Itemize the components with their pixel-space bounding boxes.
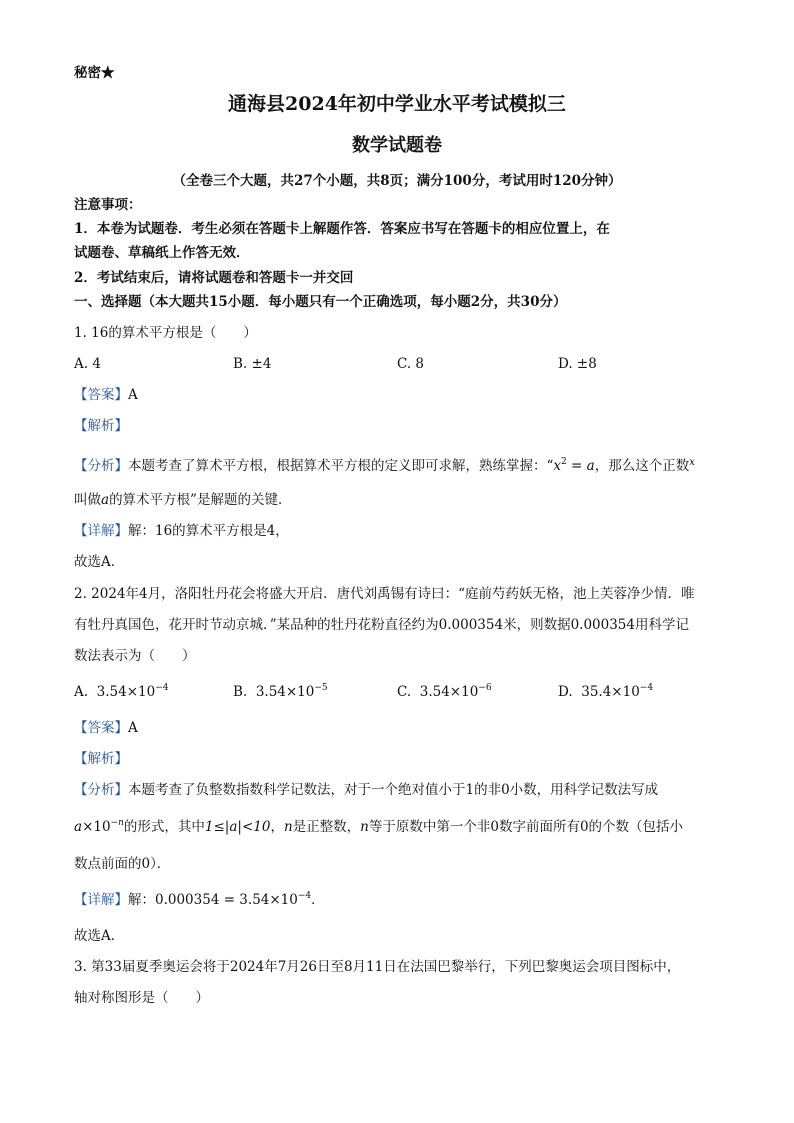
question-1-stem: 1. 16的算术平方根是（ ） bbox=[74, 325, 257, 341]
fenxi-text: ， bbox=[270, 819, 284, 835]
fenxi-text: 的形式，其中 bbox=[123, 819, 205, 835]
option-exponent: −4 bbox=[155, 683, 169, 693]
question-2-stem-line-3: 数法表示为（ ） bbox=[74, 648, 196, 664]
question-1-detail bbox=[74, 522, 289, 540]
fenxi-text: 等于原数中第一个非 bbox=[368, 819, 491, 835]
detail-tag: 【详解】 bbox=[74, 523, 128, 539]
option-exponent: −4 bbox=[639, 683, 654, 693]
detail-period: ． bbox=[311, 892, 325, 908]
question-3-stem-line-1: 3. 第33届夏季奥运会将于2024年7月26日至8月11日在法国巴黎举行，下列巴黎奥运会项目图标中， bbox=[74, 959, 681, 975]
fenxi-text: 本题考查了负整数指数科学记数法，对于一个绝对值小于1的非0小数，用科学记数法写成 bbox=[128, 782, 659, 798]
detail-math: 0.000354 = 3.54×10 bbox=[155, 892, 298, 908]
option-exponent: −6 bbox=[478, 683, 492, 693]
option-value: 35.4×10 bbox=[581, 684, 640, 700]
question-1-answer bbox=[74, 386, 138, 404]
page-title: 通海县2024年初中学业水平考试模拟三 bbox=[228, 93, 566, 115]
question-2-fenxi-line-2 bbox=[74, 818, 683, 836]
question-1-option-b: B. ±4 bbox=[233, 356, 272, 372]
detail-text: 解： bbox=[128, 892, 155, 908]
math-x-superscript: x bbox=[689, 457, 695, 468]
question-2-fenxi-line-3: 数点前面的0）． bbox=[74, 856, 171, 872]
detail-text: 解：16的算术平方根是4， bbox=[128, 523, 289, 539]
option-label: B. bbox=[233, 684, 248, 700]
page-subtitle: 数学试题卷 bbox=[352, 135, 442, 156]
question-2-choose: 故选A． bbox=[74, 928, 125, 944]
fenxi-tag: 【分析】 bbox=[74, 458, 128, 474]
question-2-analysis-tag: 【解析】 bbox=[74, 751, 128, 767]
question-2-detail bbox=[74, 891, 325, 909]
notice-heading: 注意事项： bbox=[74, 197, 142, 213]
answer-value: A bbox=[128, 720, 138, 736]
question-2-option-a bbox=[74, 683, 168, 701]
question-2-option-c bbox=[397, 683, 492, 701]
option-value: 3.54×10 bbox=[419, 684, 479, 700]
question-1-option-d: D. ±8 bbox=[558, 356, 597, 372]
option-label: A. bbox=[74, 684, 89, 700]
option-label: C. bbox=[397, 684, 412, 700]
math-zero: 0 bbox=[490, 819, 499, 835]
notice-item-1-line-2: 试题卷、草稿纸上作答无效． bbox=[74, 245, 250, 261]
notice-item-2: 2．考试结束后，请将试题卷和答题卡一并交回 bbox=[74, 270, 354, 286]
question-2-stem-line-2: 有牡丹真国色，花开时节动京城．”某品种的牡丹花粉直径约为0.000354米，则数据0.000354用科学记 bbox=[74, 617, 689, 633]
section-1-heading: 一、选择题（本大题共15小题．每小题只有一个正确选项，每小题2分，共30分） bbox=[74, 294, 567, 310]
question-2-option-b bbox=[233, 683, 328, 701]
option-exponent: −5 bbox=[314, 683, 328, 693]
question-2-fenxi-line-1 bbox=[74, 781, 658, 799]
fenxi-tag: 【分析】 bbox=[74, 782, 128, 798]
question-3-stem-line-2: 轴对称图形是（ ） bbox=[74, 990, 209, 1006]
option-label: D. bbox=[558, 684, 573, 700]
fenxi-text: 的算术平方根”是解题的关键． bbox=[109, 492, 292, 508]
fenxi-text: 本题考查了算术平方根，根据算术平方根的定义即可求解，熟练掌握：“ bbox=[128, 458, 554, 474]
question-2-option-d bbox=[558, 683, 653, 701]
question-1-option-c: C. 8 bbox=[397, 356, 425, 372]
notice-item-1-line-1: 1．本卷为试题卷．考生必须在答题卡上解题作答．答案应书写在答题卡的相应位置上，在 bbox=[74, 221, 610, 237]
math-a: a bbox=[74, 819, 83, 835]
answer-value: A bbox=[128, 387, 138, 403]
fenxi-text-tail: ，那么这个正数 bbox=[594, 458, 690, 474]
question-1-choose: 故选A． bbox=[74, 554, 125, 570]
math-n: n bbox=[283, 819, 293, 835]
answer-tag: 【答案】 bbox=[74, 720, 128, 736]
question-1-analysis-tag: 【解析】 bbox=[74, 418, 128, 434]
math-exponent: 2 bbox=[561, 457, 567, 467]
math-a: a bbox=[101, 492, 110, 508]
exam-info-note: （全卷三个大题，共27个小题，共8页；满分100分，考试用时120分钟） bbox=[172, 173, 622, 189]
question-1-option-a: A. 4 bbox=[74, 356, 101, 372]
option-value: 3.54×10 bbox=[96, 684, 156, 700]
math-exponent: −n bbox=[110, 818, 124, 828]
option-value: 3.54×10 bbox=[255, 684, 315, 700]
math-equals-a: = a bbox=[566, 458, 595, 474]
math-inequality: 1≤|a|<10 bbox=[204, 819, 271, 835]
detail-tag: 【详解】 bbox=[74, 892, 128, 908]
answer-tag: 【答案】 bbox=[74, 387, 128, 403]
fenxi-text: 叫做 bbox=[74, 492, 101, 508]
question-1-fenxi-line-1 bbox=[74, 454, 695, 475]
math-x: x bbox=[553, 458, 562, 474]
math-n: n bbox=[360, 819, 369, 835]
question-1-fenxi-line-2 bbox=[74, 491, 291, 509]
detail-exponent: −4 bbox=[297, 891, 312, 901]
secret-label: 秘密★ bbox=[74, 65, 115, 81]
fenxi-text: 数字前面所有0的个数（包括小 bbox=[498, 819, 684, 835]
question-2-answer bbox=[74, 719, 138, 737]
fenxi-text: 是正整数， bbox=[292, 819, 361, 835]
question-2-stem-line-1: 2. 2024年4月，洛阳牡丹花会将盛大开启．唐代刘禹锡有诗曰：“庭前芍药妖无格，池上芙蓉净少情．唯 bbox=[74, 586, 695, 602]
math-times-ten: ×10 bbox=[82, 819, 111, 835]
